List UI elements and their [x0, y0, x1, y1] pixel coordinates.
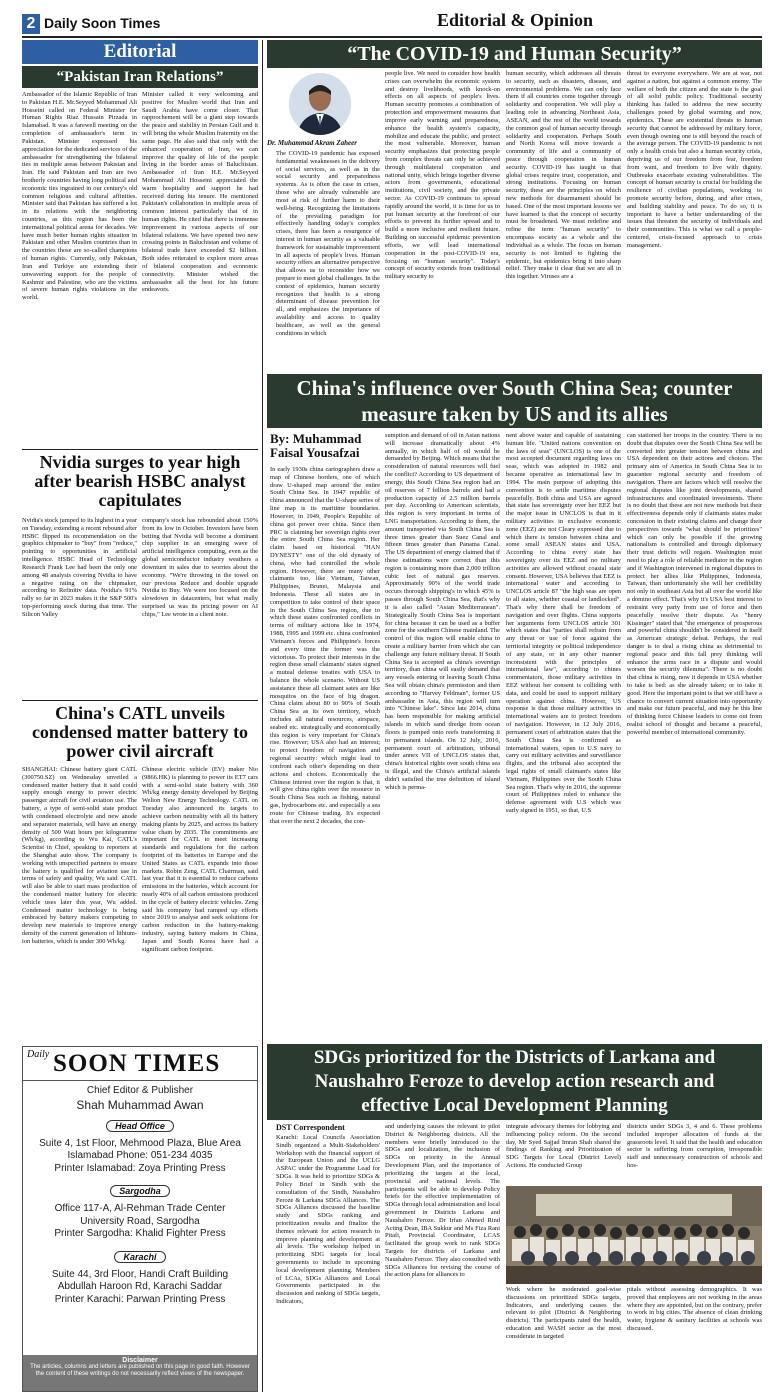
editorial-col-1: Ambassador of the Islamic Republic of Iran to Pakistan H.E. Mr.Seyyed Mohammad Ali Hosseini called on Federal Minister for Human Rights Riaz Hussain Pirzada in Islamabad. It was a farewell meeting on the completion of ambassador's term in Pakistan. Minister expressed his appreciation for the dedicated services of the ambassador for strengthening the bilateral ties in multiple areas between Pakistan and Iran. He said Pakistan and Iran are two brotherly countries having long political and economic ties ingrained in our century's old common religious and cultural affinities. Minister said that Pakistan has suffered a lot in its relations with the neighboring countries, as this region has been the international political arena for decades. We have much better human rights situation in Pakistan and other Muslim countries than in the countries those are so-called champions of human rights. Currently, only Pakistan, Iran and Turkiye are extending their unwavering support for the people of Kashmir and Palestine, who are the victims of severe human rights violations in the world. — [22, 91, 137, 302]
office-label-1: Sargodha — [110, 1185, 170, 1197]
covid-col-3: human security, which addresses all threats to security, such as disasters, disease, and environmental problems. We can only face them if all countries come together through solidarity and cooperation. We will play a leading role in advancing Northeast Asia, ASEAN, and the rest of the world towards the common goal of human security through solidarity and cooperation. Perhaps South and North Korea will move towards a community of life and a community of peace through cooperation in human security. COVID-19 has taught us that global crises require trust, cooperation, and strong institutions. Focusing on human security, these are the principles on which new methods for disarmament should be based. One of the most important lessons we have learned is that the concept of security must be broadened. We must redefine and refine the term "human security" to encompass society as a whole and the individual as a whole. The focus on human security is not limited to fighting the epidemic, but epidemics bring it into sharp relief. They make it clear that we are all in this together. Viruses are a — [506, 70, 621, 281]
covid-byline: Dr. Muhammad Akram Zaheer — [267, 139, 357, 147]
office-1-line-0: Office 117-A, Al-Rehman Trade Center — [54, 1203, 226, 1214]
editorial-label: Editorial — [22, 40, 258, 64]
office-label-2: Karachi — [114, 1251, 165, 1263]
masthead-rule — [22, 36, 762, 38]
china-title: China's influence over South China Sea; counter measure taken by US and its allies — [267, 374, 762, 428]
sdg-col-3a: integrate advocacy themes for lobbying and influencing policy reform. On the second day, Mr Syed Sajjad Imran Shah shared the findings of Ranking and Prioritization of SDG Targets for Local (District Level) Actions. He conducted Group — [506, 1123, 621, 1170]
office-label-0: Head Office — [106, 1120, 174, 1132]
column-divider — [262, 40, 263, 1392]
imprint-logo — [23, 1047, 257, 1081]
page-number: 2 — [22, 14, 40, 34]
divider-catl — [22, 700, 258, 701]
office-1-line-1: University Road, Sargodha — [80, 1215, 200, 1227]
disclaimer-box — [23, 1355, 257, 1391]
nvidia-col-2: company's stock has rebounded about 150% from its low in October. Investors have been betting that Nvidia will become a dominant chip supplier in an emerging wave of artificial intelligence computing, even as the global semiconductor industry weathers a downturn in sales due to worries about the economy. "We're throwing in the towel on our previous Reduce and double upgrade Nvidia to Buy. We were too focused on the slowdown in datacenters, but what really surprised us was its pricing power on AI chips," Lee wrote in a client note. — [142, 517, 258, 618]
imprint-editor: Shah Muhammad Awan — [76, 1097, 204, 1112]
catl-col-1: SHANGHAI: Chinese battery giant CATL (300750.SZ) on Wednesday unveiled a condensed matter battery that it said could supply enough energy to power electric passenger aircraft for civil aviation use. The battery, a type of semi-solid state product with condensed electrolyte and new anode and separator materials, will have an energy density of 500 Watt hours per kilogramme (Wh/kg), according to Wu Kai, CATL's Scientist in Chief, speaking to reporters at the Shanghai auto show. The company is working with unspecified partners to ensure the battery is qualified for aviation use in terms of safety and quality, Wu said. CATL will also be able to start mass production of the condensed matter battery for electric vehicle uses later this year, Wu added. Condensed matter technology is being embraced by battery makers competing to develop new materials to improve energy density of the current generation of lithium-ion batteries, which is under 300 Wh/kg. — [22, 766, 137, 945]
paper-name: Daily Soon Times — [44, 15, 161, 31]
covid-col-1: The COVID-19 pandemic has exposed fundamental weaknesses in the delivery of social services, as well as in the social security and preparedness systems. As is often the case in crises, those who are already vulnerable are most at risk of further harm to their well-being. Recognizing the limitations of the prevailing paradigm for effectively handling today's complex crises, there has been a resurgence of interest in human security as a valuable framework for sustainable improvement in all aspects of people's lives. Human security offers an alternative perspective that allows us to reconsider how we prepare to meet global challenges. In the context of epidemics, human security recognizes that health is a strong determinant of disease prevention for all, and emphasizes the importance of availability and access to quality healthcare, as well as the general conditions in which — [276, 150, 380, 337]
disclaimer-text: The articles, columns and letters are published on this page in good faith. However the content of these writings do not necessarily reflect views of the newspaper. — [30, 1364, 250, 1378]
sdg-title: SDGs prioritized for the Districts of Larkana and Naushahro Feroze to develop action research and effective Local Development Planning — [267, 1044, 762, 1120]
office-2-line-1: Abdullah Haroon Rd, Karachi Saddar — [57, 1281, 223, 1292]
sdg-col-1: Karachi: Local Councils Association Sindh organized a Multi-Stakeholders' Workshop with the financial support of the European Union and the UCLG ASPAC under the Programme Lead for SDGs. It was held to prioritize SDGs & Policy Brief in Sindh with the consultation of the Sindh, Naushahro Feroze & Larkana SDGs Alliances. The SDGs Alliances discussed the baseline study and SDGs ranking and prioritization results and finalize the themes relevant for action research to improve planning and development at all levels. The workshop helped in prioritizing SDG targets for local governments to include in upcoming local development planning. Members of LCAs, SDGs Alliances and Local Governments participated in the discussion and ranking of SDGs targets, Indicators, — [276, 1134, 380, 1306]
office-2-line-0: Suite 44, 3rd Floor, Handi Craft Building — [51, 1268, 229, 1280]
sdg-col-2: and underlying causes the relevant to pilot District & Neighboring districts. All the members were briefly introduced to the SDGs and localization, the inclusion of SDGs on priority in the Annual Development Plan, and the importance of prioritizing the targets at the local, provincial and national levels. The participants will be able to develop Policy briefs for the effective implementation of SDGs through local administration and local government in Districts Larkana and Naushahro Feroze. Dr Irfan Ahmed Rind Acting Dean, IBA Sukkur and Ms Fiza Rani Pitafi, Provincial Coordinator, LCAS facilitated the group work to rank SDGs Targets for districts of Larkana and Naushahro Feroze. They also consulted with SDGs Alliances for revising the course of the action plans for alliances to — [385, 1123, 500, 1279]
nvidia-col-1: Nvidia's stock jumped to its highest in a year on Tuesday, extending a recent rebound after HSBC flipped its recommendation on the graphics chipmaker to "buy" from "reduce," pointing to opportunities in artificial intelligence. HSBC Head of Technology Research Frank Lee had been the only one among 48 analysts covering Nvidia to have a negative rating on the chipmaker, according to Refinitiv data. Nvidia's 91% rally so far in 2023 makes it the S&P 500's top-performing stock during that time. The Silicon Valley — [22, 517, 137, 618]
nvidia-title: Nvidia surges to year high after bearish HSBC analyst capitulates — [34, 452, 246, 510]
section-title: Editorial & Opinion — [436, 10, 594, 30]
group-photo — [506, 1186, 762, 1284]
imprint-role: Chief Editor & Publisher — [86, 1085, 194, 1096]
sdg-col-4a: districts under SDGs 3, 4 and 6. These problems included improper allocation of funds at the grassroots level. It said that the health and education sector is suffering from corruption, irresponsible staff and unnecessary construction of schools and hos- — [627, 1123, 762, 1170]
office-1-line-2: Printer Sargodha: Khalid Fighter Press — [54, 1228, 226, 1239]
imprint-box — [22, 1046, 258, 1392]
office-0-line-0: Suite 4, 1st Floor, Mehmood Plaza, Blue Area — [39, 1137, 241, 1149]
editorial-col-2: Minister called it very welcoming and positive for Muslim world that Iran and Saudi Arabia have come closer. That rapprochement will be a giant step towards the peace and stability in Persian Gulf and it will bring the whole Muslim fraternity on the same page. He also said that only with the enhanced cooperation of Iran, we can improve the quality of life of the people living in the border areas of Baluchistan. Ambassador of Iran H.E. Mr.Seyyed Mohammad Ali Hosseini appreciated the warm hospitality and support he had received during his tenure. He mentioned Pakistan's collaboration in multiple areas of common interest particularly that of in human rights. He cited that there is immense improvement in various aspects of our bilateral relations. We have opened two new crossing points in Baluchistan and volume of bilateral trade have exceeded $2 billion. Both sides reiterated to explore more areas of bilateral cooperation and economic connectivity. Minister wished the ambassador all the best for his future endeavors. — [142, 91, 258, 294]
author-portrait-icon — [289, 73, 351, 135]
office-0-line-1: Islamabad Phone: 051-234 4035 — [67, 1150, 213, 1161]
office-2-line-2: Printer Karachi: Parwan Printing Press — [54, 1293, 226, 1305]
catl-title: China's CATL unveils condensed matter battery to power civil aircraft — [31, 703, 249, 761]
china-col-4: can stationed her troops in the country. There is no doubt that disputes over the South China Sea will be converted into greater tension between china and USA dependent on their actions and choices. The primary aim of America in South China Sea is to guarantee regional security and freedom of navigation. There are factors which will resolve the regional disputes like joint developments, shared infrastructures and coordinated investments. There is no doubt that these are not new methods but their effectiveness depends only if claimants states make concession in their existing claims and change their perspectives towards "what should be prioritizes" which can only be possible if the growing nationalism is controlled and through diplomacy their trust deficits will regain. Washington must need to play a role of reliable mediator in the region and if Washington intervened in regional disputes to protect her allies like Philippines, Indonesia, Taiwan, than unfortunately she will her credibility not only in southeast Asia but all over the world like a domino effect. That's why it's USA best interest to restraint very party from use of force and then peacefully resolve their dispute. As "henry Kissinger" stated that "the emergence of prosperous and powerful china shouldn't be considered in itself as American strategic defeat. Perhaps, the real danger is to deal a rising china as detrimental to regional peace and this fall prey thinking will enhance the arms race in a dispute and would worsen the security dilemma". There is no doubt that china is rising, now it depends in USA whether to take is bed: as she already taken; or to take it good. Here the important point is that we still have a chance to convert current situation into opportunity and make our future peaceful, and may be this line of thinking force Chinese leaders to come out from realist school of thought and became a peaceful, powerful member of international community. — [627, 432, 762, 736]
office-0-line-2: Printer Islamabad: Zoya Printing Press — [54, 1162, 226, 1174]
china-col-3: nent above water and capable of sustaining human life. "United nations convention on the laws of seas" (UNCLOS) is one of the most accepted document regarding laws on seas, which was adopted in 1982 and became operative as international law in 1994. The main purpose of adopting this convention is to settle maritime disputes peacefully. Both china and USA are agreed that state has sovereignty over her EEZ but the major issue in UNCLOS is that in it military activities in exclusive economic zone (EEZ) are not Cleary expressed due to which there is tension between china and some small ASEAN states and USA. According to china every state has sovereignty over its EEZ and no military activities are allowed without coastal state consent. However, USA believes that EEZ is international water and according to UNCLOS article 87 "the high seas are open to all states, whether coastal or landlocked". That's why there shall be freedom of navigation and over flights. China supports her arguments form UNCLOS article 301 which states that "parties shall refrain from any threat or use of force against the territorial integrity or political independence of any state, or in any other manner inconsistent with the principles of international law", according to chines commentators, those military activities in EEZ without her consent is colliding with data, and could be used to support military operation against china. However, US response is that those military activities in international waters are to protect freedom of navigation. However, in 12 July 2016, permanent court of arbitration states that the South China Sea is confirmed as international waters, open to U.S navy to carry out military activities and surveillance flights, and the tribunal also accepted the legal rights of small claimant's states like Vietnam, Philippines over the South China Sea region. That's why in 2016, the supreme court of Philippines ruled to enhance the defense agreement with U.S which was early signed in 1951, so that, U.S — [506, 432, 621, 814]
sdg-byline: DST Correspondent — [276, 1123, 345, 1132]
covid-col-4: threat to everyone everywhere. We are at war, not against a nation, but against a common enemy. The welfare of both the citizen and the state is the goal of all solid public policy. Traditional security thinking has failed to address the new security challenges posed by global warming and now, epidemics. These are existential threats to human security that cannot be addressed by military force, even though owning one is still beyond the reach of the average person. The COVID-19 pandemic is not only a health crisis but also a human security crisis, depriving us of our freedom from fear, freedom from want, and freedom to live with dignity. Outbreaks exacerbate existing vulnerabilities. The concept of human security is crucial for building the resilience of civilian populations, working to promote security before, during, and after crises, and building stability and peace. To do so, it is important to have a better understanding of the issues that threaten the security of individuals and their communities. This is what we call a people-centered, crisis-focused approach to crisis management. — [627, 70, 762, 249]
china-byline: By: Muhammad Faisal Yousafzai — [270, 431, 362, 461]
covid-title: “The COVID-19 and Human Security” — [267, 40, 762, 68]
sdg-col-3b: Work where he moderated goal-wise discussions on prioritized SDGs targets, Indicators, and underlying causes the relevant to pilot (District & Neighboring districts). The participants rated the health, education and WASH sector as the most considerate in targeted — [506, 1286, 621, 1340]
disclaimer-title: Disclaimer — [122, 1357, 158, 1364]
logo-script: Daily — [27, 1049, 50, 1060]
sdg-col-4b: pitals without assessing demographics. It was proved that employees are not working in the areas where they are appointed, but on the contrary, prefer to work in big cities. The absence of clean drinking water, hygiene & sanitary facilities at schools was discussed. — [627, 1286, 762, 1333]
editorial-title: “Pakistan Iran Relations” — [22, 66, 258, 88]
divider-nvidia — [22, 449, 258, 450]
logo-main: SOON TIMES — [53, 1050, 221, 1077]
china-col-1: In early 1930s china cartographers draw a map of Chinese borders, one of which draw U-shaped map around the entire South China Sea. In 1947 republic of china announced that the U-shape series of line map is its maritime boundaries. However, in 1949, People's Republic of china got power over china. Since then PRC is claiming her sovereign rights over the entire South China Sea region. Her claim based on historical "HAN DYNESTY" one of the old dynasty of china, who had controlled the whole region. However, there are many other claimants too, like Vietnam, Taiwan, Philippines, Brunei, Malaysia and Indonesia. These all states are in competition to take control of their space in the South China Sea region, due to which these states confronted conflicts in terms of military actions like in 1974, 1988, 1995 and 1999 etc. china confronted Vietnam's forces and Philippine's forces and every time the former was the victorious. To protect their interests in the region these small claimants' states signed a mutual defense treaties with USA to balance the whole scenario. Without US assistance these all claimant sates are like mosquitos on the face of big dragon. China claim about 80 to 90% of South China Sea as its own territory, which includes all natural resources, airspace, seabed etc. strategically and economically this region is very important for China's rise. However; USA also had an interest; to protect freedom of navigation and regional security: which might lead to confront each other's depending on their actions and choices. Economically the Chinese interest over the region is that, it will give china rights over the resource in South China Sea such as fishing, natural gas, hydrocarbons etc. and especially a sea route for Chinese trading. It's expected that over the next 2 decades, the con- — [270, 466, 380, 825]
covid-col-2: people live. We need to consider how health crises can overwhelm the economic system and destroy livelihoods, with knock-on effects on all aspects of people's lives. Human security promotes a combination of protection and empowerment measures that improve early warning and preparedness, enhance the health system's capacity, mobilize and educate the public, and protect the most vulnerable. Moreover, human security emphasizes that protecting people from complex threats can only be achieved through multilateral cooperation and national unity, which brings together diverse actors from governments, educational institutions, civil society, and the private sector. As COVID-19 continues to spread rapidly around the world, it is time for us to put human security at the forefront of our efforts to prevent its further spread and to build a more inclusive and resilient future. Building on successful epidemic prevention efforts, we will lead international cooperation in the post-COVID-19 era, focusing on "human security". Today's concept of security extends from traditional military security to — [385, 70, 500, 281]
china-col-2: sumption and demand of oil in Asian nations will increase dramatically about 4% annually, in which half of oil would be demanded by Beijing. Which means that the consideration of natural resources will fuel the conflict? According to US department of energy, this South China Sea region had an oil reserves of 7 billion barrels and had a production capacity of 2.5 million barrels per day. According to American scientists, this region is very important in terms of LNG transportation. According to them, the amount transported via South China Sea is three times greater than Suez Canal and fifteen times greater than Panama Canal. The US department of energy claimed that if these estimations were correct than this region is containing more than 2,000 trillion cubic feet of natural gas reserves. Approximately 90% of the world trade occurs thorough shipping's in which 45% is passes through South China Sea, that's why it is also called "Asian Mediterranean". Strategically South China Sea is important for china because it can be used as a buffer zone for the southern Chinese mainland. The control of this region will enable china to create a military barrier from which she can challenge any future military threat. If South China Sea is accepted as china's sovereign territory, than china will easily demand that any vessels entering or leaving South China Sea will obtain china's permission and then according to "Harvey Feldman", former US ambassador in Asia, this region will turn into "Chinese lake". Since late 2014, china has been responsible for making artificial islands in which sand dredge from ocean floors is pumped onto reefs transforming it to permanent islands. On 12 July, 2016, permanent court of arbitration, tribunal under annex VII of UNCLOS states that, china's historical rights over south china sea is illegal, and the China's artificial islands didn't satisfied the true definition of island which is perma- — [385, 432, 500, 791]
group-photo-image — [506, 1186, 762, 1284]
author-photo — [289, 73, 351, 135]
catl-col-2: Chinese electric vehicle (EV) maker Nio (9866.HK) is planning to power its ET7 cars with a semi-solid state battery with 360 Wh/kg energy density developed by Beijing Welion New Energy Technology. CATL on Tuesday also announced its targets to achieve carbon neutrality with all its battery making plants by 2025, and across its battery value chain by 2035. The commitments are important for CATL to meet increasing standards and regulations for the carbon footprint of its batteries in Europe and the United States as CATL expands into those markets. Robin Zeng, CATL Chairman, said last year that it is essential to reduce carbons emissions in the batteries, which account for nearly 40% of all carbon emissions produced in the cycle of battery electric vehicles. Zeng said his company had ramped up efforts since 2019 to analyse and seek solutions for carbon reduction in the battery-making industry, saying battery makers in China, Japan and South Korea have had a significant carbon footprint. — [142, 766, 258, 953]
